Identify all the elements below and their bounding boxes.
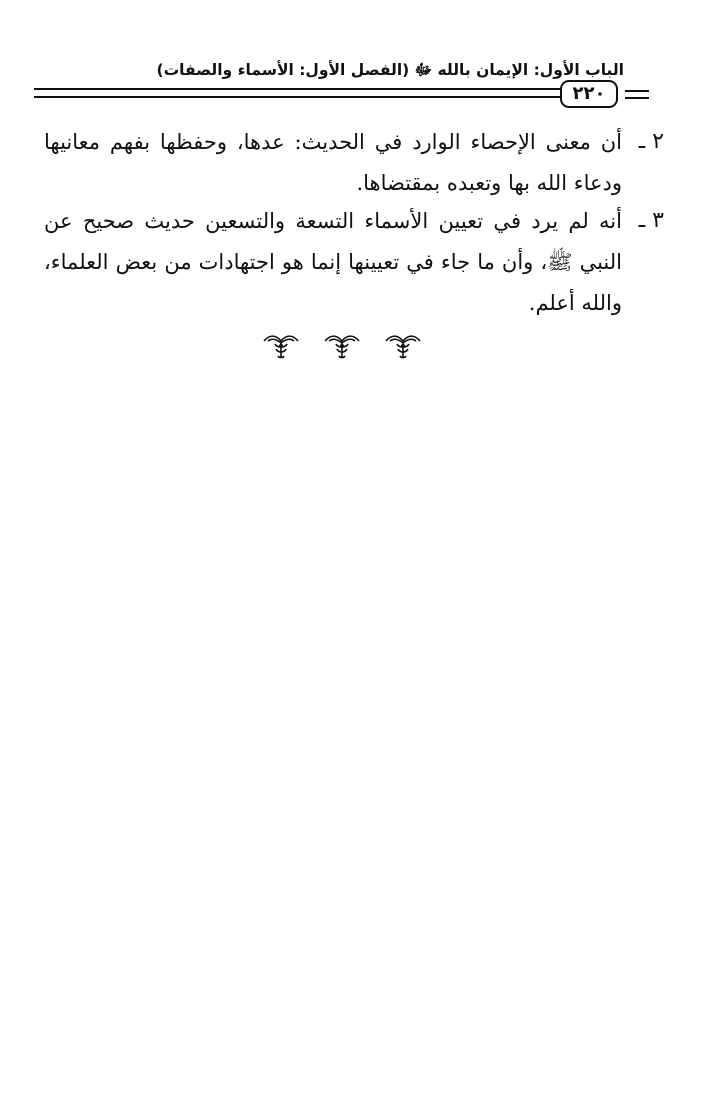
list-item [44, 201, 664, 324]
running-title: الباب الأول: الإيمان بالله ﷻ (الفصل الأول: الأسماء والصفات) [156, 61, 624, 79]
page-number-rule-top [625, 90, 649, 92]
page-number: ٢٢٠ [560, 80, 618, 108]
header-rule-top [34, 88, 564, 90]
list-item-number: ٣ ـ [638, 208, 664, 233]
floral-divider-icon [384, 332, 422, 360]
list-item-number: ٢ ـ [638, 129, 664, 154]
header-rule-bottom [34, 96, 564, 98]
section-end-ornaments [262, 332, 422, 362]
floral-divider-icon [323, 332, 361, 360]
list-item-text: أن معنى الإحصاء الوارد في الحديث: عدها، وحفظها بفهم معانيها ودعاء الله بها وتعبده بمقتضاها. [44, 130, 622, 195]
list-item [44, 122, 664, 204]
list-item-text: أنه لم يرد في تعيين الأسماء التسعة والتسعين حديث صحيح عن النبي ﷺ، وأن ما جاء في تعيينها إنما هو اجتهادات من بعض العلماء، والله أعلم. [44, 209, 622, 315]
page-number-rule-bottom [625, 97, 649, 99]
floral-divider-icon [262, 332, 300, 360]
